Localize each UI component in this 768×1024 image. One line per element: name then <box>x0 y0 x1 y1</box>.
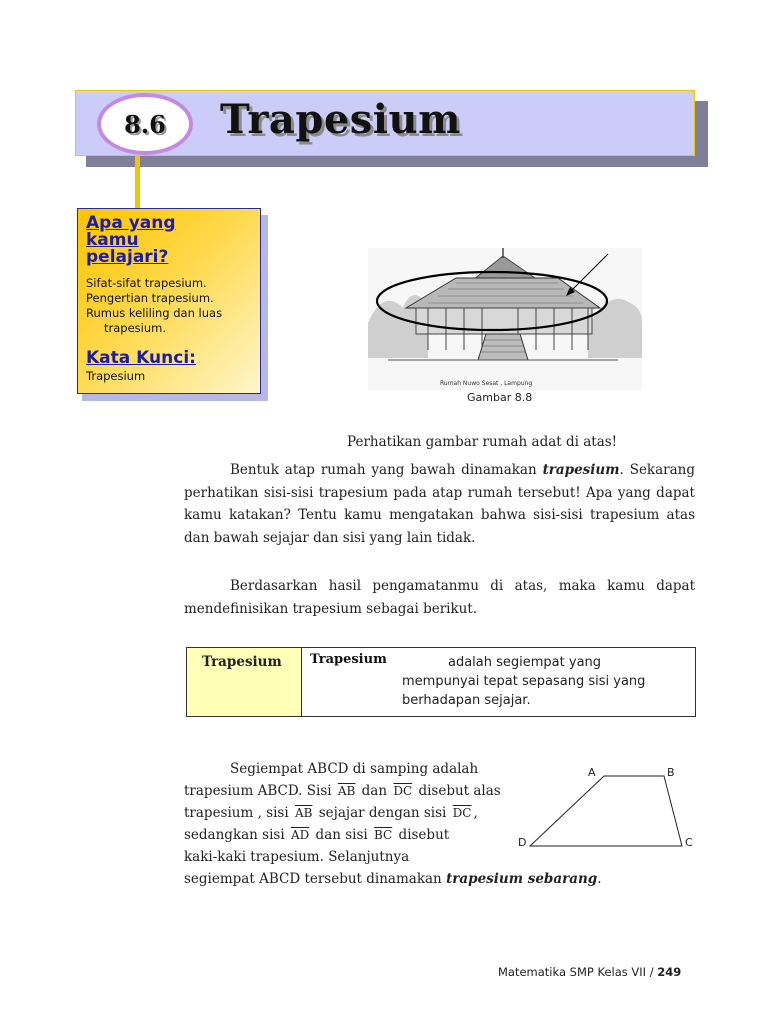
paragraph-1 <box>184 459 695 549</box>
text-fragment: , <box>473 805 478 821</box>
definition-content <box>302 648 695 716</box>
text-fragment: . <box>597 871 602 887</box>
upper-roof <box>473 256 538 280</box>
paragraph-3-line <box>184 871 602 887</box>
trapezoid-diagram <box>512 762 702 852</box>
trapezoid-shape <box>530 776 682 846</box>
term-trapesium-sebarang: trapesium sebarang <box>446 871 598 887</box>
page-title: Trapesium <box>220 96 461 143</box>
section-number: 8.6 <box>124 109 166 139</box>
house-drawing <box>368 248 642 390</box>
definition-label: Trapesium <box>187 648 302 716</box>
segment-dc: $\overline{DC}$ <box>393 784 413 798</box>
illustration-inner-caption: Rumah Nuwo Sesat , Lampung <box>440 380 533 387</box>
intro-text: Perhatikan gambar rumah adat di atas! <box>347 434 618 450</box>
learning-objectives-box <box>77 208 261 394</box>
paragraph-3-line: Segiempat ABCD di samping adalah <box>230 761 479 777</box>
footer-book-title: Matematika SMP Kelas VII <box>498 965 647 979</box>
text-fragment: trapesium ABCD. Sisi <box>184 783 332 799</box>
keyword-heading: Kata Kunci: <box>86 348 196 368</box>
text-fragment: disebut <box>398 827 450 843</box>
figure-caption: Gambar 8.8 <box>467 391 533 404</box>
objectives-heading-line: Apa yang <box>86 213 176 233</box>
vertex-label-d: D <box>518 836 527 849</box>
connector-bar <box>135 156 140 209</box>
objective-item: trapesium. <box>104 321 166 335</box>
paragraph-3-line <box>184 783 501 799</box>
paragraph-2: Berdasarkan hasil pengamatanmu di atas, maka kamu dapat mendefinisikan trapesium sebagai berikut. <box>184 578 695 617</box>
term-trapesium: trapesium <box>542 462 620 478</box>
objectives-heading-line: pelajari? <box>86 247 169 267</box>
paragraph-3-line <box>184 827 449 843</box>
page-number: 249 <box>657 965 682 979</box>
text-fragment: segiempat ABCD tersebut dinamakan <box>184 871 442 887</box>
trapezoid-svg <box>512 762 702 852</box>
objective-item: Pengertian trapesium. <box>86 291 214 305</box>
paragraph-1-text: . Sekarang perhatikan sisi-sisi trapesium pada atap rumah tersebut! Apa yang dapat kamu katakan? Tentu kamu mengatakan bahwa sisi-sisi trapesium atas dan bawah sejajar dan sisi yang lain tidak. <box>184 462 695 546</box>
definition-text: adalah segiempat yang mempunyai tepat sepasang sisi yang berhadapan sejajar. <box>402 655 646 708</box>
segment-bc: $\overline{BC}$ <box>374 828 393 842</box>
objectives-heading-line: kamu <box>86 230 139 250</box>
paragraph-3-line: kaki-kaki trapesium. Selanjutnya <box>184 849 410 865</box>
keyword-value: Trapesium <box>86 369 146 383</box>
segment-ab: $\overline{AB}$ <box>294 806 313 820</box>
vertex-label-a: A <box>588 766 596 779</box>
house-illustration <box>368 248 642 390</box>
text-fragment: trapesium , sisi <box>184 805 289 821</box>
paragraph-3-line <box>184 805 478 821</box>
text-fragment: dan sisi <box>315 827 368 843</box>
pointer-arrow <box>568 254 608 294</box>
vertex-label-b: B <box>667 766 675 779</box>
objectives-list <box>86 276 252 336</box>
segment-dc: $\overline{DC}$ <box>452 806 472 820</box>
page-footer <box>498 965 681 979</box>
objectives-heading <box>86 215 252 266</box>
text-fragment: sedangkan sisi <box>184 827 285 843</box>
definition-term: Trapesium <box>310 652 387 667</box>
paragraph-1-text: Bentuk atap rumah yang bawah dinamakan <box>230 462 543 478</box>
text-fragment: dan <box>361 783 388 799</box>
house-stairs <box>478 334 528 360</box>
segment-ad: $\overline{AD}$ <box>290 828 310 842</box>
segment-ab: $\overline{AB}$ <box>337 784 356 798</box>
vertex-label-c: C <box>685 836 693 849</box>
objective-item: Rumus keliling dan luas <box>86 306 223 320</box>
footer-separator: / <box>649 965 654 979</box>
objective-item: Sifat-sifat trapesium. <box>86 276 207 290</box>
text-fragment: disebut alas <box>418 783 501 799</box>
section-number-badge <box>97 93 193 155</box>
text-fragment: sejajar dengan sisi <box>318 805 447 821</box>
definition-box <box>186 647 696 717</box>
